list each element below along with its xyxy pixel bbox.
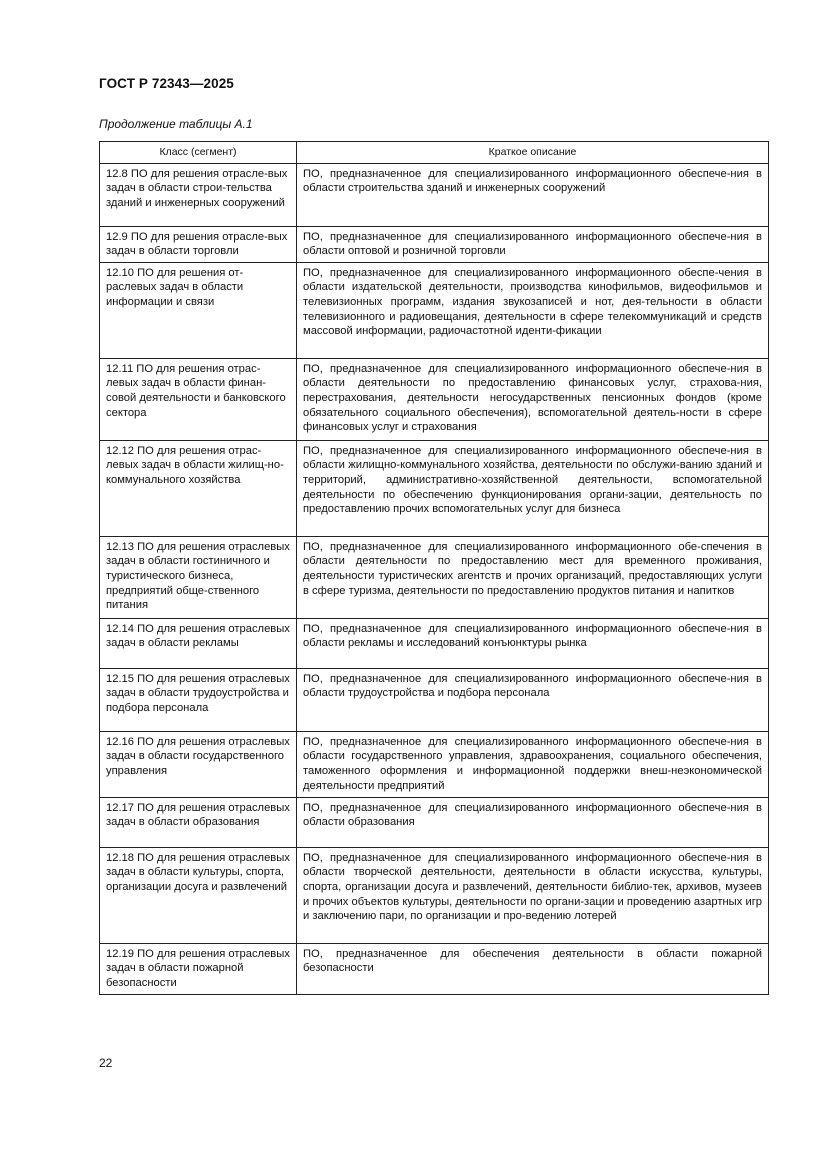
- description-cell: ПО, предназначенное для специализированного информационного обеспече-ния в области творческой деятельности, деятельности в области искусства, культуры, спорта, организации досуга и развлечений, деятельности библио-тек, архивов, музеев и прочих объектов культуры, деятельности по органи-зации и проведению азартных игр и заключению пари, по организации и про-ведению лотерей: [297, 847, 769, 943]
- description-cell: ПО, предназначенное для обеспечения деятельности в области пожарной безопасности: [297, 943, 769, 994]
- description-cell: ПО, предназначенное для специализированного информационного обеспече-ния в области трудоустройства и подбора персонала: [297, 668, 769, 731]
- table-row: [100, 536, 769, 618]
- table-caption: Продолжение таблицы А.1: [99, 117, 253, 131]
- table-row: [100, 797, 769, 847]
- description-cell: ПО, предназначенное для специализированного информационного обе-спечения в области деятельности по предоставлению мест для временного проживания, деятельности туристических агентств и прочих организаций, предоставляющих услуги в сфере туризма, деятельности по предоставлению продуктов питания и напитков: [297, 536, 769, 618]
- table-row: [100, 731, 769, 797]
- table-row: [100, 943, 769, 994]
- table-header-row: [100, 142, 769, 164]
- table-row: [100, 847, 769, 943]
- class-cell: 12.10 ПО для решения от-раслевых задач в области информации и связи: [100, 262, 297, 358]
- class-cell: 12.19 ПО для решения отраслевых задач в области пожарной безопасности: [100, 943, 297, 994]
- description-cell: ПО, предназначенное для специализированного информационного обеспече-ния в области строительства зданий и инженерных сооружений: [297, 163, 769, 226]
- class-cell: 12.13 ПО для решения отраслевых задач в области гостиничного и туристического бизнеса, предприятий обще-ственного питания: [100, 536, 297, 618]
- description-cell: ПО, предназначенное для специализированного информационного обеспе-чения в области издательской деятельности, производства кинофильмов, видеофильмов и телевизионных программ, издания звукозаписей и нот, дея-тельности в области телевизионного и радиовещания, деятельности в сфере телекоммуникаций и средств массовой информации, радиочастотной иденти-фикации: [297, 262, 769, 358]
- class-cell: 12.16 ПО для решения отраслевых задач в области государственного управления: [100, 731, 297, 797]
- column-header-class: Класс (сегмент): [100, 142, 297, 164]
- class-cell: 12.15 ПО для решения отраслевых задач в области трудоустройства и подбора персонала: [100, 668, 297, 731]
- table-row: [100, 440, 769, 536]
- page-number: 22: [99, 1056, 113, 1070]
- description-cell: ПО, предназначенное для специализированного информационного обеспече-ния в области жилищно-коммунального хозяйства, деятельности по обслужи-ванию зданий и территорий, административно-хозяйственной деятельности, вспомогательной деятельности по обеспечению функционирования органи-зации, деятельность по предоставлению прочих вспомогательных услуг для бизнеса: [297, 440, 769, 536]
- table-row: [100, 163, 769, 226]
- table-row: [100, 262, 769, 358]
- description-cell: ПО, предназначенное для специализированного информационного обеспече-ния в области государственного управления, здравоохранения, социального обеспечения, таможенного оформления и информационной поддержки внеш-неэкономической деятельности предприятий: [297, 731, 769, 797]
- table-row: [100, 618, 769, 668]
- table-row: [100, 668, 769, 731]
- class-cell: 12.9 ПО для решения отрасле-вых задач в области торговли: [100, 226, 297, 262]
- class-cell: 12.11 ПО для решения отрас-левых задач в области финан-совой деятельности и банковского сектора: [100, 358, 297, 440]
- table-row: [100, 226, 769, 262]
- class-cell: 12.8 ПО для решения отрасле-вых задач в области строи-тельства зданий и инженерных сооружений: [100, 163, 297, 226]
- classification-table: [99, 141, 769, 995]
- column-header-description: Краткое описание: [297, 142, 769, 164]
- description-cell: ПО, предназначенное для специализированного информационного обеспече-ния в области деятельности по предоставлению финансовых услуг, страхова-ния, перестрахования, деятельности негосударственных пенсионных фондов (кроме обязательного социального обеспечения), вспомогательной деятель-ности в сфере финансовых услуг и страхования: [297, 358, 769, 440]
- table-row: [100, 358, 769, 440]
- class-cell: 12.17 ПО для решения отраслевых задач в области образования: [100, 797, 297, 847]
- class-cell: 12.14 ПО для решения отраслевых задач в области рекламы: [100, 618, 297, 668]
- document-title: ГОСТ Р 72343—2025: [99, 76, 234, 91]
- class-cell: 12.18 ПО для решения отраслевых задач в области культуры, спорта, организации досуга и развлечений: [100, 847, 297, 943]
- description-cell: ПО, предназначенное для специализированного информационного обеспече-ния в области рекламы и исследований конъюнктуры рынка: [297, 618, 769, 668]
- class-cell: 12.12 ПО для решения отрас-левых задач в области жилищ-но-коммунального хозяйства: [100, 440, 297, 536]
- description-cell: ПО, предназначенное для специализированного информационного обеспече-ния в области образования: [297, 797, 769, 847]
- description-cell: ПО, предназначенное для специализированного информационного обеспече-ния в области оптовой и розничной торговли: [297, 226, 769, 262]
